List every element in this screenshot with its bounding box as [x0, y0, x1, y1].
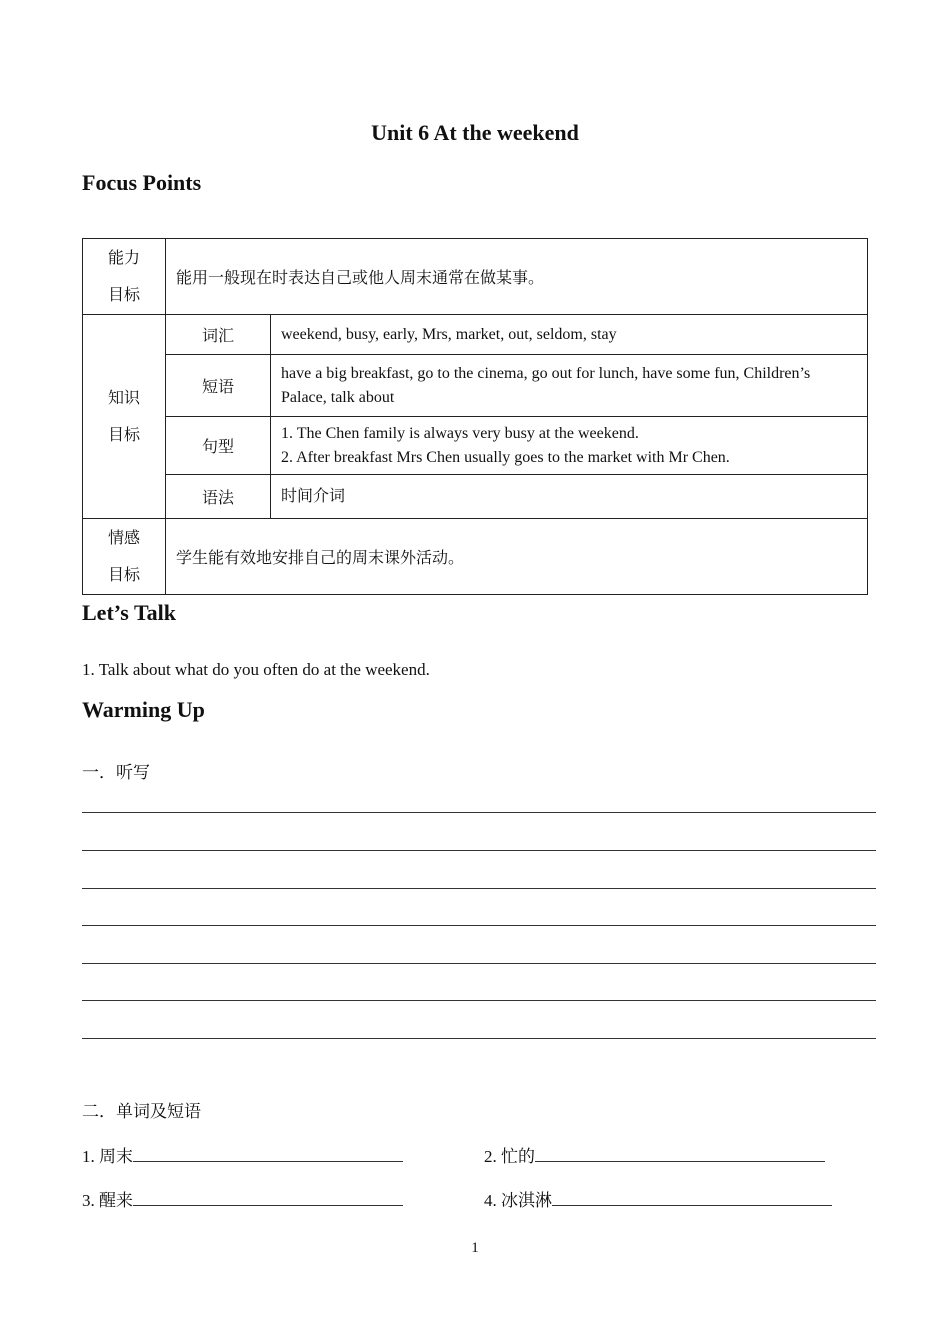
phrases-label: 短语	[166, 355, 271, 417]
warming-up-heading: Warming Up	[82, 697, 205, 722]
vocabulary-label: 词汇	[166, 315, 271, 355]
grammar-content: 时间介词	[271, 475, 868, 519]
vocab-answer-blank[interactable]	[535, 1145, 825, 1162]
vocab-answer-blank[interactable]	[133, 1189, 403, 1206]
focus-points-table	[82, 238, 868, 595]
emotion-goal-label-text: 情感 目标	[107, 529, 140, 584]
dictation-answer-line[interactable]	[82, 1000, 876, 1001]
vocab-heading: 二．单词及短语	[82, 1102, 201, 1121]
vocab-item	[484, 1142, 825, 1167]
page-title: Unit 6 At the weekend	[371, 120, 579, 145]
talk-item: 1. Talk about what do you often do at the weekend.	[82, 660, 430, 679]
phrases-content: have a big breakfast, go to the cinema, go out for lunch, have some fun, Children’s Palace, talk about	[271, 355, 868, 417]
emotion-goal-content: 学生能有效地安排自己的周末课外活动。	[166, 519, 868, 595]
focus-points-heading: Focus Points	[82, 170, 202, 195]
vocab-item	[82, 1142, 403, 1167]
sentence-patterns-label: 句型	[166, 417, 271, 475]
ability-goal-label-text: 能力 目标	[107, 249, 140, 304]
dictation-answer-line[interactable]	[82, 925, 876, 926]
grammar-label: 语法	[166, 475, 271, 519]
vocabulary-content: weekend, busy, early, Mrs, market, out, seldom, stay	[271, 315, 868, 355]
sentence-patterns-content: 1. The Chen family is always very busy at the weekend. 2. After breakfast Mrs Chen usually goes to the market with Mr Chen.	[271, 417, 868, 475]
ability-goal-content: 能用一般现在时表达自己或他人周末通常在做某事。	[166, 239, 868, 315]
emotion-goal-label	[83, 519, 166, 595]
lets-talk-heading: Let’s Talk	[82, 600, 176, 625]
dictation-answer-line[interactable]	[82, 1038, 876, 1039]
dictation-answer-line[interactable]	[82, 812, 876, 813]
vocab-answer-blank[interactable]	[552, 1189, 832, 1206]
vocab-item-label: 1. 周末	[82, 1147, 133, 1166]
vocab-item	[82, 1186, 403, 1211]
ability-goal-label	[83, 239, 166, 315]
page-number: 1	[471, 1240, 479, 1256]
dictation-heading: 一．听写	[82, 763, 150, 782]
knowledge-goal-label	[83, 315, 166, 519]
vocab-answer-blank[interactable]	[133, 1145, 403, 1162]
vocab-item-label: 2. 忙的	[484, 1147, 535, 1166]
dictation-answer-line[interactable]	[82, 888, 876, 889]
knowledge-goal-label-text: 知识 目标	[107, 389, 140, 444]
dictation-answer-line[interactable]	[82, 963, 876, 964]
vocab-item-label: 3. 醒来	[82, 1191, 133, 1210]
dictation-answer-line[interactable]	[82, 850, 876, 851]
vocab-item-label: 4. 冰淇淋	[484, 1191, 552, 1210]
vocab-item	[484, 1186, 832, 1211]
